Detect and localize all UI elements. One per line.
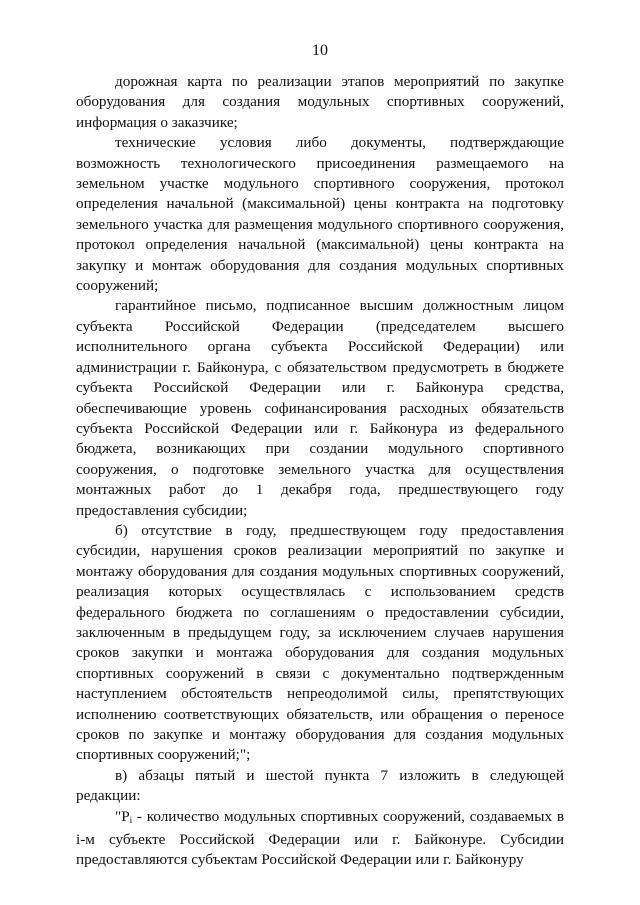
formula-subscript: i [129, 814, 133, 825]
page-number: 10 [312, 42, 328, 59]
formula-variable: "P [115, 807, 130, 825]
formula-definition-text: - количество модульных спортивных сооружений, создаваемых в i-м субъекте Российской Федерации или г. Байконуре. Субсидии предоставляются субъектам Российской Федерации или г. Байконуру [76, 807, 564, 869]
paragraph-item-b: б) отсутствие в году, предшествующем году предоставления субсидии, нарушения сроков реализации мероприятий по закупке и монтажу оборудования для создания модульных спортивных сооружений, реализация которых осуществлялась с использованием средств федерального бюджета по соглашениям о предоставлении субсидии, заключенным в предыдущем году, за исключением случаев нарушения сроков закупки и монтажа оборудования для создания модульных спортивных сооружений в связи с документально подтвержденным наступлением обстоятельств непреодолимой силы, препятствующих исполнению соответствующих обязательств, или обращения о переносе сроков по закупке и монтажу оборудования для создания модульных спортивных сооружений;"; [76, 521, 564, 764]
document-body [76, 72, 564, 871]
paragraph-item-v: в) абзацы пятый и шестой пункта 7 изложить в следующей редакции: [76, 766, 564, 805]
paragraph-guarantee-letter: гарантийное письмо, подписанное высшим должностным лицом субъекта Российской Федерации (председателем высшего исполнительного органа субъекта Российской Федерации) или администрации г. Байконура, с обязательством предусмотреть в бюджете субъекта Российской Федерации или г. Байконура средства, обеспечивающие уровень софинансирования расходных обязательств субъекта Российской Федерации или г. Байконура из федерального бюджета, возникающих при создании модульного спортивного сооружения, о подготовке земельного участка для осуществления монтажных работ до 1 декабря года, предшествующего году предоставления субсидии; [76, 297, 564, 519]
paragraph-roadmap: дорожная карта по реализации этапов мероприятий по закупке оборудования для создания модульных спортивных сооружений, информация о заказчике; [76, 73, 564, 131]
paragraph-formula-definition [76, 807, 564, 871]
paragraph-technical-conditions: технические условия либо документы, подтверждающие возможность технологического присоединения размещаемого на земельном участке модульного спортивного сооружения, протокол определения начальной (максимальной) цены контракта на подготовку земельного участка для размещения модульного спортивного сооружения, протокол определения начальной (максимальной) цены контракта на закупку и монтаж оборудования для создания модульных спортивных сооружений; [76, 134, 564, 295]
